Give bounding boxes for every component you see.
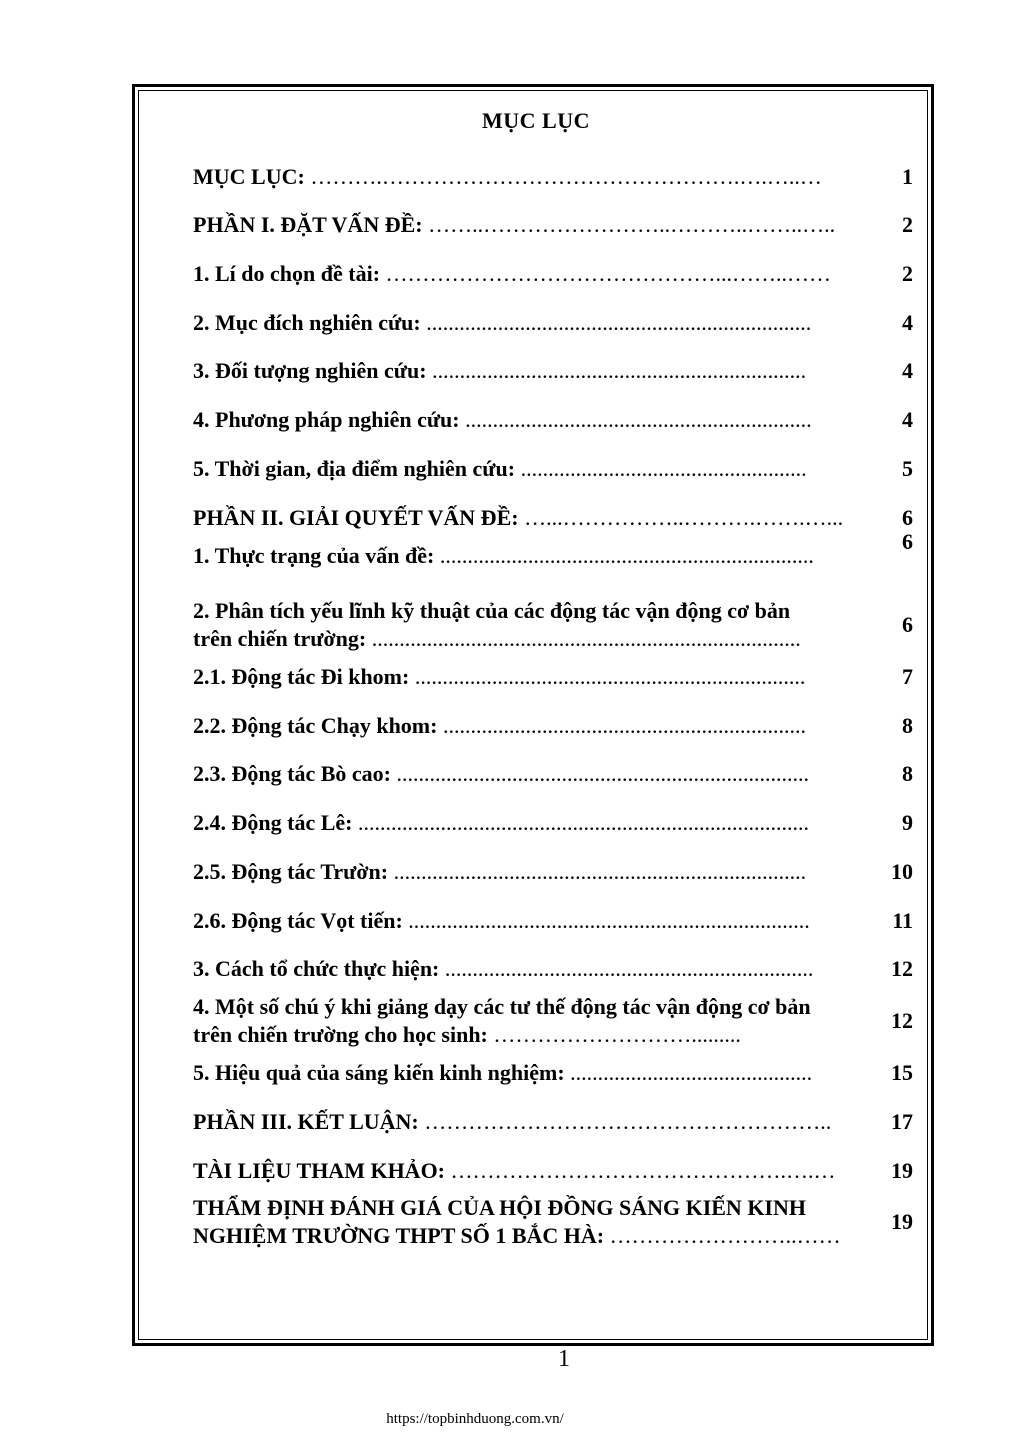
toc-page-number: 1 — [902, 164, 913, 189]
toc-page-number: 4 — [902, 310, 913, 335]
toc-page-number: 10 — [891, 859, 913, 884]
toc-leader-dots: .................................................................. — [437, 713, 806, 738]
toc-entry-title: 2. Mục đích nghiên cứu: — [193, 310, 421, 335]
toc-leader-dots: ........................................................................... — [390, 761, 809, 786]
toc-entry-title: 2.1. Động tác Đi khom: — [193, 664, 410, 689]
toc-page-number: 4 — [902, 358, 913, 383]
toc-leader-dots: ............................................ — [564, 1060, 813, 1085]
toc-page-number: 12 — [891, 1008, 913, 1033]
toc-leader-dots: ……………………………………………….. — [418, 1109, 832, 1134]
toc-page-number: 17 — [891, 1109, 913, 1134]
toc-entry-label — [193, 163, 873, 191]
toc-leader-dots: .............................................................................. — [366, 626, 801, 651]
toc-leader-dots: ……………………………………….….… — [445, 1158, 836, 1183]
toc-leader-dots: .................................................................................. — [352, 810, 809, 835]
toc-page-number: 4 — [902, 407, 913, 432]
toc-entry-label — [193, 1194, 873, 1250]
toc-page-number: 2 — [902, 261, 913, 286]
toc-entry-title: 5. Hiệu quả của sáng kiến kinh nghiệm: — [193, 1060, 565, 1085]
toc-entry-label — [193, 663, 873, 691]
toc-entry-title: 2.6. Động tác Vọt tiến: — [193, 908, 403, 933]
toc-page-number: 19 — [891, 1209, 913, 1234]
toc-entry-label — [193, 712, 873, 740]
toc-entry-title: 4. Phương pháp nghiên cứu: — [193, 407, 460, 432]
toc-page-number: 8 — [902, 713, 913, 738]
toc-entry-label — [193, 858, 873, 886]
toc-page-number: 5 — [902, 456, 913, 481]
toc-entry-title: PHẦN I. ĐẶT VẤN ĐỀ: — [193, 212, 423, 237]
toc-entry-title: 1. Lí do chọn đề tài: — [193, 261, 381, 286]
toc-entry-title: 5. Thời gian, địa điểm nghiên cứu: — [193, 456, 516, 481]
toc-entry-title: 2.2. Động tác Chạy khom: — [193, 713, 438, 738]
toc-leader-dots: ……….………………………………………….….…..… — [304, 164, 822, 189]
toc-entry-label — [193, 1157, 873, 1185]
toc-entry-label — [193, 309, 873, 337]
toc-entry-title: 3. Cách tổ chức thực hiện: — [193, 956, 440, 981]
toc-entry-label — [193, 260, 873, 288]
toc-entry-title: PHẦN II. GIẢI QUYẾT VẤN ĐỀ: — [193, 505, 519, 530]
toc-leader-dots: ............................................................... — [459, 407, 812, 432]
toc-leader-dots: ......................................................................... — [402, 908, 810, 933]
toc-entry-label — [193, 907, 873, 935]
toc-leader-dots: .................................................................... — [426, 358, 807, 383]
toc-entry-label — [193, 211, 873, 239]
toc-entry-label — [193, 504, 873, 532]
toc-entry-title: 2.3. Động tác Bò cao: — [193, 761, 391, 786]
toc-leader-dots: ........................................................................... — [388, 859, 807, 884]
toc-entry-title: 2.5. Động tác Trườn: — [193, 859, 389, 884]
toc-page-number: 8 — [902, 761, 913, 786]
toc-entry-label — [193, 1059, 873, 1087]
toc-entry-title: THẨM ĐỊNH ĐÁNH GIÁ CỦA HỘI ĐỒNG SÁNG KIẾN KINH NGHIỆM TRƯỜNG THPT SỐ 1 BẮC HÀ: — [193, 1195, 806, 1248]
toc-page-number: 9 — [902, 810, 913, 835]
toc-title: MỤC LỤC — [482, 108, 590, 133]
toc-leader-dots: ................................................................... — [439, 956, 814, 981]
toc-entry-title: PHẦN III. KẾT LUẬN: — [193, 1109, 419, 1134]
toc-page-number: 6 — [902, 612, 913, 637]
toc-entry-label — [193, 597, 873, 653]
toc-entry-title: 1. Thực trạng của vấn đề: — [193, 543, 435, 568]
toc-leader-dots: .................................................................... — [434, 543, 814, 568]
toc-leader-dots: ………………………………………...……..…… — [380, 261, 832, 286]
toc-page-number: 6 — [902, 505, 913, 530]
toc-leader-dots: ……………………..…… — [604, 1223, 841, 1248]
toc-entry-label — [193, 809, 873, 837]
toc-entry-label — [193, 542, 873, 570]
toc-page-number: 12 — [891, 956, 913, 981]
toc-page-number: 11 — [892, 908, 913, 933]
toc-entry-title: 4. Một số chú ý khi giảng dạy các tư thế động tác vận động cơ bản trên chiến trường cho học sinh: — [193, 994, 811, 1047]
footer-url[interactable]: https://topbinhduong.com.vn/ — [386, 1411, 564, 1427]
toc-page-number: 7 — [902, 664, 913, 689]
page-number: 1 — [558, 1346, 570, 1372]
toc-entry-title: MỤC LỤC: — [193, 164, 305, 189]
toc-entry-label — [193, 455, 873, 483]
toc-entry-title: 2.4. Động tác Lê: — [193, 810, 353, 835]
toc-leader-dots: ……..……………………..………..……..….. — [422, 212, 836, 237]
toc-entry-title: 3. Đối tượng nghiên cứu: — [193, 358, 427, 383]
toc-entry-label — [193, 406, 873, 434]
toc-entry-label — [193, 357, 873, 385]
toc-page-number: 2 — [902, 212, 913, 237]
toc-page-number: 6 — [902, 529, 913, 554]
toc-leader-dots: ...................................................................... — [420, 310, 812, 335]
toc-entry-label — [193, 760, 873, 788]
toc-leader-dots: ....................................................................... — [409, 664, 806, 689]
toc-entry-label — [193, 993, 873, 1049]
toc-leader-dots: …...……………..……….…….…... — [518, 505, 844, 530]
toc-leader-dots: ………………………......... — [487, 1022, 741, 1047]
toc-page-number: 19 — [891, 1158, 913, 1183]
toc-entry-title: 2. Phân tích yếu lĩnh kỹ thuật của các động tác vận động cơ bản trên chiến trường: — [193, 598, 791, 651]
toc-page-number: 15 — [891, 1060, 913, 1085]
toc-entry-title: TÀI LIỆU THAM KHẢO: — [193, 1158, 446, 1183]
toc-entry-label — [193, 1108, 873, 1136]
toc-leader-dots: .................................................... — [515, 456, 807, 481]
toc-entry-label — [193, 955, 873, 983]
